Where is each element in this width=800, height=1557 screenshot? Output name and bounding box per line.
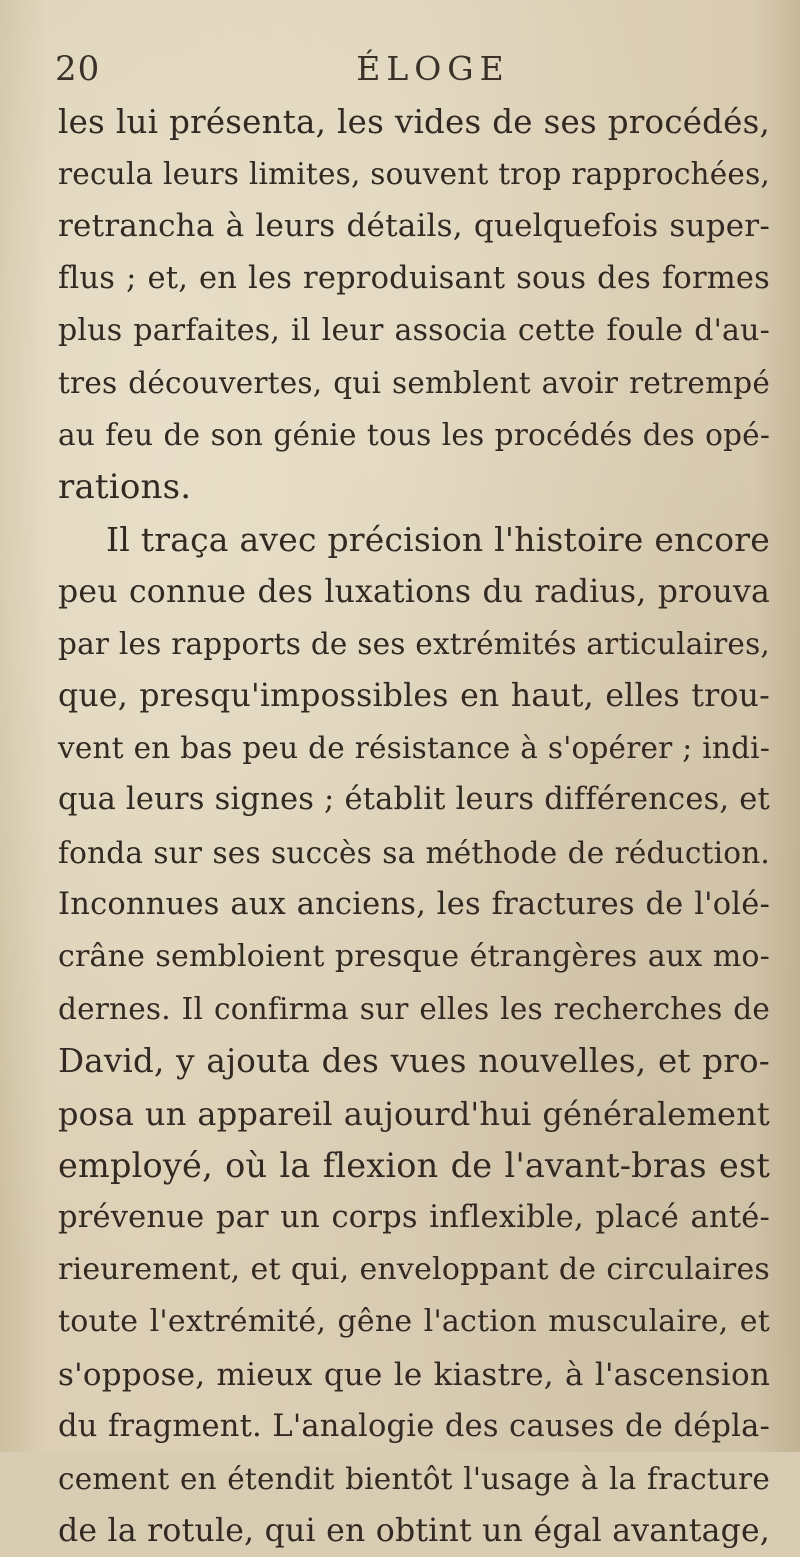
text-line: les lui présenta, les vides de ses procédés, — [58, 103, 770, 141]
text-line: rieurement, et qui, enveloppant de circulaires — [58, 1252, 770, 1288]
text-line: que, presqu'impossibles en haut, elles trou- — [58, 678, 770, 715]
text-line: tres découvertes, qui semblent avoir retrempé — [58, 365, 770, 400]
text-line: posa un appareil aujourd'hui généralement — [58, 1094, 770, 1133]
text-line: du fragment. L'analogie des causes de dépla- — [58, 1408, 770, 1444]
text-line: fonda sur ses succès sa méthode de réduction. — [58, 835, 770, 870]
text-line: flus ; et, en les reproduisant sous des formes — [58, 260, 770, 296]
text-line: de la rotule, qui en obtint un égal avantage, — [58, 1513, 770, 1550]
text-line: qua leurs signes ; établit leurs différences, et — [58, 782, 770, 818]
text-line: plus parfaites, il leur associa cette foule d'au- — [58, 312, 770, 348]
text-line: David, y ajouta des vues nouvelles, et pro- — [58, 1042, 770, 1081]
text-line: au feu de son génie tous les procédés des opé- — [58, 418, 770, 453]
text-line: toute l'extrémité, gêne l'action musculaire, et — [58, 1304, 770, 1340]
page-header — [0, 44, 800, 94]
text-line: retrancha à leurs détails, quelquefois super- — [58, 208, 770, 245]
text-line: vent en bas peu de résistance à s'opérer ; indi- — [58, 731, 770, 766]
text-line: employé, où la flexion de l'avant-bras est — [58, 1145, 770, 1185]
body-text — [58, 96, 770, 1557]
text-line: crâne sembloient presque étrangères aux mo- — [58, 939, 770, 974]
text-line: par les rapports de ses extrémités articulaires, — [58, 626, 770, 661]
text-line: recula leurs limites, souvent trop rapprochées, — [58, 157, 770, 192]
running-title: ÉLOGE — [356, 49, 510, 88]
text-line: cement en étendit bientôt l'usage à la fracture — [58, 1461, 770, 1496]
text-line: prévenue par un corps inflexible, placé anté- — [58, 1199, 770, 1235]
text-line: dernes. Il confirma sur elles les recherches de — [58, 992, 770, 1027]
text-line: Inconnues aux anciens, les fractures de l'olé- — [58, 886, 770, 922]
text-line: s'oppose, mieux que le kiastre, à l'ascension — [58, 1356, 770, 1393]
text-line: rations. — [58, 467, 192, 508]
page-number: 20 — [55, 49, 101, 89]
text-line: Il traça avec précision l'histoire encore — [106, 519, 770, 559]
text-line: peu connue des luxations du radius, prouva — [58, 573, 770, 610]
